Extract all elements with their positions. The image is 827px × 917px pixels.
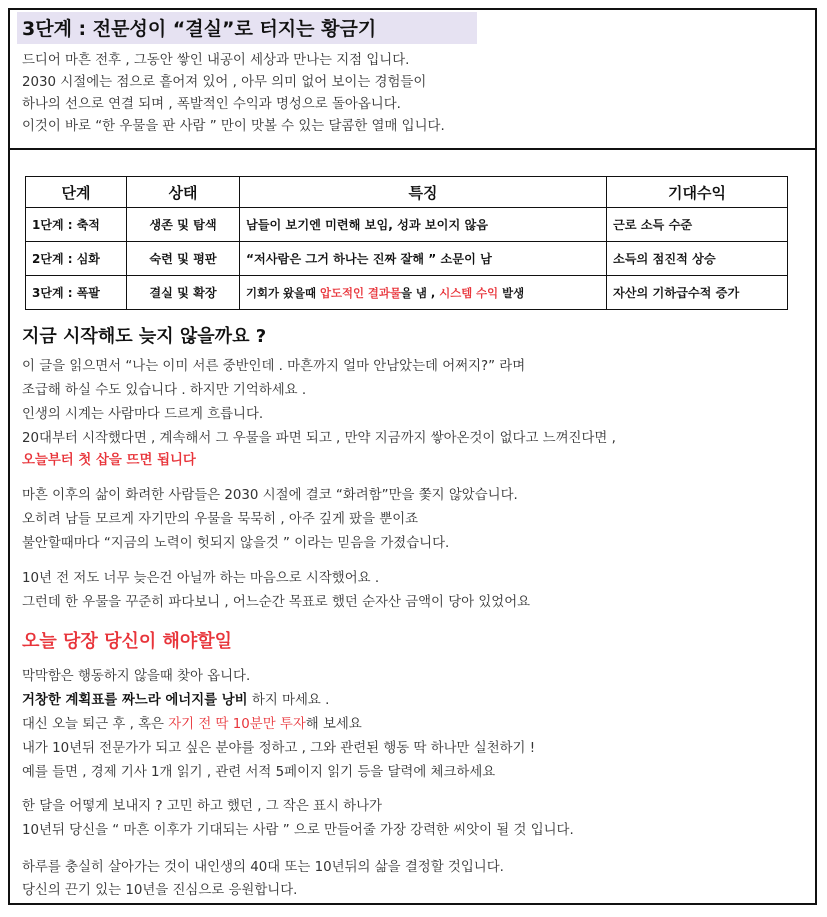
body-line: 조급해 하실 수도 있습니다 . 하지만 기억하세요 . — [22, 383, 307, 398]
table-header-row — [26, 177, 788, 208]
income-cell: 소득의 점진적 상승 — [607, 242, 788, 276]
body-line: 10년 전 저도 너무 늦은건 아닐까 하는 마음으로 시작했어요 . — [22, 571, 380, 586]
feature-cell — [240, 276, 607, 310]
body-line: 이 글을 읽으면서 “나는 이미 서른 중반인데 . 마흔까지 얼마 안남았는데 어쩌지?” 라며 — [22, 359, 526, 374]
feature-text: 기회가 왔을때 — [246, 285, 320, 300]
table-row — [26, 208, 788, 242]
body-text: 하지 마세요 . — [247, 693, 330, 708]
state-cell: 숙련 및 평판 — [127, 242, 240, 276]
col-header-state: 상태 — [127, 177, 240, 208]
closing-line: 당신의 끈기 있는 10년을 진심으로 응원합니다. — [22, 883, 298, 898]
section-divider — [8, 148, 817, 150]
feature-cell — [240, 242, 607, 276]
feature-cell — [240, 208, 607, 242]
feature-highlight: 시스템 수익 — [439, 285, 499, 300]
body-line: 마흔 이후의 삶이 화려한 사람들은 2030 시절에 결코 “화려함”만을 쫓지 않았습니다. — [22, 488, 518, 503]
feature-highlight: 압도적인 결과물 — [319, 285, 401, 300]
intro-line: 드디어 마흔 전후 , 그동안 쌓인 내공이 세상과 만나는 지점 입니다. — [22, 53, 410, 68]
intro-line: 하나의 선으로 연결 되며 , 폭발적인 수익과 명성으로 돌아옵니다. — [22, 97, 401, 112]
body-line: 불안할때마다 “지금의 노력이 헛되지 않을것 ” 이라는 믿음을 가졌습니다. — [22, 536, 450, 551]
col-header-stage: 단계 — [26, 177, 127, 208]
emphasis-line: 하루를 충실히 살아가는 것이 내인생의 40대 또는 10년뒤의 삶을 결정할 것입니다. — [22, 860, 504, 875]
feature-text: 발생 — [498, 285, 525, 300]
emphasis-line: 한 달을 어떻게 보내지 ? 고민 하고 했던 , 그 작은 표시 하나가 — [22, 799, 382, 814]
table-row — [26, 276, 788, 310]
body-text: 대신 오늘 퇴근 후 , 혹은 — [22, 717, 169, 732]
body-line: 그런데 한 우물을 꾸준히 파다보니 , 어느순간 목표로 했던 순자산 금액이 당아 있었어요 — [22, 595, 531, 610]
body-line: 예를 들면 , 경제 기사 1개 읽기 , 관련 서적 5페이지 읽기 등을 달력에 체크하세요 — [22, 765, 496, 780]
body-line: 인생의 시계는 사람마다 드르게 흐릅니다. — [22, 407, 264, 422]
col-header-feature: 특징 — [240, 177, 607, 208]
table-row — [26, 242, 788, 276]
body-line: 오히려 남들 모르게 자기만의 우물을 묵묵히 , 아주 깊게 팠을 뿐이죠 — [22, 512, 419, 527]
body-text: 해 보세요 — [305, 717, 362, 732]
body-line: 내가 10년뒤 전문가가 되고 싶은 분야를 정하고 , 그와 관련된 행동 딱 하나만 실천하기 ! — [22, 741, 536, 756]
emphasis-line: 막막함은 행동하지 않을때 찾아 옵니다. — [22, 669, 251, 684]
income-cell: 근로 소득 수준 — [607, 208, 788, 242]
state-cell: 생존 및 탐색 — [127, 208, 240, 242]
intro-line: 이것이 바로 “한 우물을 판 사람 ” 만이 맛볼 수 있는 달콤한 열매 입니다. — [22, 119, 445, 134]
intro-line: 2030 시절에는 점으로 흩어져 있어 , 아무 의미 없어 보이는 경험들이 — [22, 75, 427, 90]
stage-cell: 1단계 : 축적 — [26, 208, 127, 242]
bold-phrase: 거창한 계획표를 짜느라 에너지를 낭비 — [22, 693, 248, 708]
stage-cell: 3단계 : 폭팔 — [26, 276, 127, 310]
feature-text: “저사람은 그거 하나는 진짜 잘해 ” 소문이 남 — [246, 252, 492, 266]
section2-heading: 지금 시작해도 늦지 않을까요 ? — [22, 326, 267, 347]
feature-text: 남들이 보기엔 미련해 보임, 성과 보이지 않음 — [246, 218, 489, 232]
state-cell: 결실 및 확장 — [127, 276, 240, 310]
emphasis-line: 오늘부터 첫 삽을 뜨면 됩니다 — [22, 453, 196, 468]
section3-heading: 오늘 당장 당신이 해야할일 — [22, 631, 233, 652]
body-line — [22, 689, 329, 708]
emphasis-line: 10년뒤 당신을 “ 마흔 이후가 기대되는 사람 ” 으로 만들어줄 가장 강력한 씨앗이 될 것 입니다. — [22, 823, 574, 838]
page-title: 3단계 : 전문성이 “결실”로 터지는 황금기 — [22, 18, 377, 40]
stage-table — [25, 176, 788, 310]
col-header-income: 기대수익 — [607, 177, 788, 208]
stage-cell: 2단계 : 심화 — [26, 242, 127, 276]
body-line: 20대부터 시작했다면 , 계속해서 그 우물을 파면 되고 , 만약 지금까지 쌓아온것이 없다고 느껴진다면 , — [22, 431, 616, 446]
body-line — [22, 713, 362, 732]
intro-paragraph — [22, 50, 445, 138]
income-cell: 자산의 기하급수적 증가 — [607, 276, 788, 310]
feature-text: 을 냄 , — [400, 285, 440, 300]
highlight-phrase: 자기 전 딱 10분만 투자 — [168, 717, 306, 732]
